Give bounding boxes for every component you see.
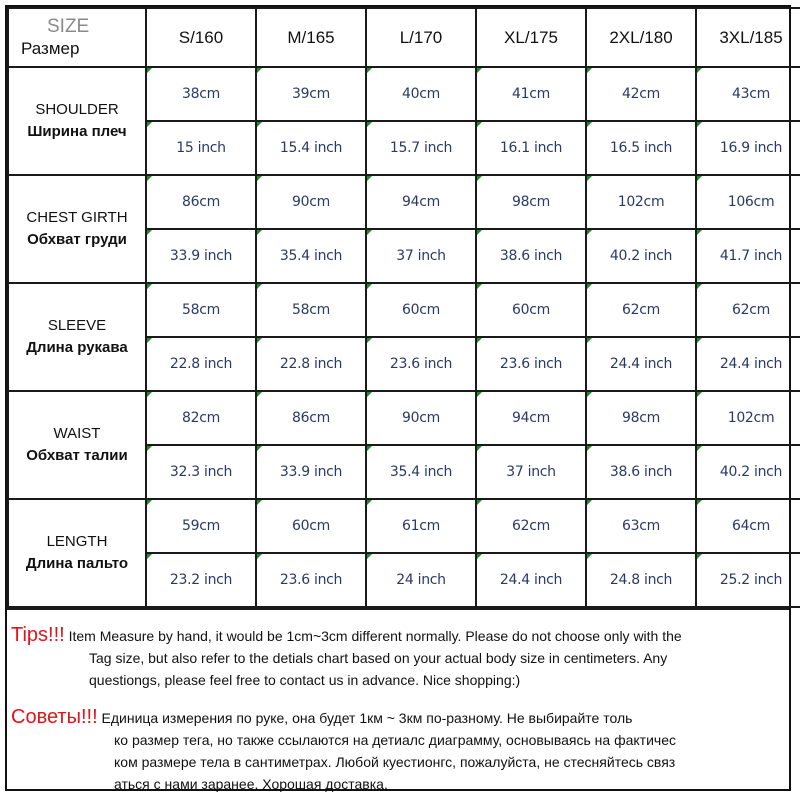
size-header-row (8, 8, 800, 67)
value-cell-inch: 16.5 inch (586, 121, 696, 175)
tips-en-line-1: Item Measure by hand, it would be 1cm~3cm different normally. Please do not choose only with the (68, 628, 682, 644)
value-cell-inch: 41.7 inch (696, 229, 800, 283)
value-cell-cm: 98cm (476, 175, 586, 229)
value-cell-inch: 15 inch (146, 121, 256, 175)
tips-english (11, 624, 785, 691)
value-cell-cm: 106cm (696, 175, 800, 229)
value-cell-cm: 102cm (696, 391, 800, 445)
tips-en-line-3: questiongs, please feel free to contact us in advance. Nice shopping:) (89, 672, 521, 688)
measure-name-en: SLEEVE (47, 317, 107, 334)
measure-name-en: WAIST (53, 425, 101, 442)
value-cell-inch: 40.2 inch (586, 229, 696, 283)
tips-ru-line-1: Единица измерения по руке, она будет 1км ~ 3км по-разному. Не выбирайте толь (101, 710, 633, 726)
tips-ru-line-2: ко размер тега, но также ссылаются на детиалс диаграмму, основываясь на фактичес (114, 732, 676, 748)
size-label-en: SIZE (47, 15, 90, 37)
value-cell-cm: 86cm (256, 391, 366, 445)
table-row (8, 67, 800, 121)
measure-name-ru: Обхват талии (26, 447, 128, 464)
value-cell-cm: 41cm (476, 67, 586, 121)
value-cell-inch: 24 inch (366, 553, 476, 607)
value-cell-cm: 86cm (146, 175, 256, 229)
measure-label-length (8, 499, 146, 607)
value-cell-inch: 35.4 inch (256, 229, 366, 283)
value-cell-cm: 98cm (586, 391, 696, 445)
value-cell-cm: 60cm (366, 283, 476, 337)
value-cell-inch: 25.2 inch (696, 553, 800, 607)
value-cell-cm: 90cm (366, 391, 476, 445)
value-cell-inch: 15.4 inch (256, 121, 366, 175)
value-cell-inch: 37 inch (366, 229, 476, 283)
value-cell-cm: 43cm (696, 67, 800, 121)
size-col-l: L/170 (366, 8, 476, 67)
measure-name-ru: Ширина плеч (27, 123, 127, 140)
value-cell-cm: 42cm (586, 67, 696, 121)
value-cell-cm: 64cm (696, 499, 800, 553)
value-cell-cm: 59cm (146, 499, 256, 553)
value-cell-inch: 23.6 inch (256, 553, 366, 607)
value-cell-inch: 32.3 inch (146, 445, 256, 499)
tips-ru-line-3: ком размере тела в сантиметрах. Любой куестионгс, пожалуйста, не стесняйтесь связ (114, 754, 676, 770)
table-row (8, 391, 800, 445)
measure-label-chest-girth (8, 175, 146, 283)
value-cell-inch: 40.2 inch (696, 445, 800, 499)
value-cell-inch: 33.9 inch (256, 445, 366, 499)
value-cell-cm: 61cm (366, 499, 476, 553)
size-chart-table (7, 7, 800, 608)
size-col-xl: XL/175 (476, 8, 586, 67)
value-cell-cm: 62cm (586, 283, 696, 337)
size-label-ru: Размер (21, 38, 80, 58)
measure-name-en: SHOULDER (35, 101, 119, 118)
value-cell-inch: 23.6 inch (366, 337, 476, 391)
measure-name-ru: Обхват груди (27, 231, 127, 248)
size-col-s: S/160 (146, 8, 256, 67)
table-row (8, 175, 800, 229)
measure-name-ru: Длина рукава (26, 339, 128, 356)
tips-lead-ru: Советы!!! (11, 706, 98, 728)
table-row (8, 499, 800, 553)
value-cell-cm: 58cm (146, 283, 256, 337)
value-cell-inch: 16.1 inch (476, 121, 586, 175)
value-cell-inch: 33.9 inch (146, 229, 256, 283)
value-cell-cm: 62cm (476, 499, 586, 553)
value-cell-inch: 22.8 inch (146, 337, 256, 391)
value-cell-inch: 22.8 inch (256, 337, 366, 391)
value-cell-inch: 37 inch (476, 445, 586, 499)
tips-lead-en: Tips!!! (11, 624, 65, 646)
measure-label-waist (8, 391, 146, 499)
value-cell-inch: 24.8 inch (586, 553, 696, 607)
tips-ru-line-4: аться с нами заранее. Хорошая доставка. (114, 776, 388, 792)
size-col-3xl: 3XL/185 (696, 8, 800, 67)
value-cell-cm: 82cm (146, 391, 256, 445)
value-cell-cm: 39cm (256, 67, 366, 121)
size-col-2xl: 2XL/180 (586, 8, 696, 67)
measure-name-en: CHEST GIRTH (26, 209, 128, 226)
value-cell-cm: 58cm (256, 283, 366, 337)
value-cell-inch: 23.6 inch (476, 337, 586, 391)
tips-en-line-2: Tag size, but also refer to the detials chart based on your actual body size in centimeters. Any (89, 650, 668, 666)
value-cell-cm: 38cm (146, 67, 256, 121)
tips-russian (11, 706, 785, 795)
value-cell-inch: 24.4 inch (476, 553, 586, 607)
measure-name-en: LENGTH (46, 533, 108, 550)
measure-name-ru: Длина пальто (25, 555, 129, 572)
value-cell-cm: 90cm (256, 175, 366, 229)
value-cell-cm: 94cm (366, 175, 476, 229)
size-header-cell (8, 8, 146, 67)
size-col-m: M/165 (256, 8, 366, 67)
value-cell-inch: 16.9 inch (696, 121, 800, 175)
value-cell-cm: 60cm (476, 283, 586, 337)
value-cell-inch: 35.4 inch (366, 445, 476, 499)
value-cell-cm: 40cm (366, 67, 476, 121)
value-cell-inch: 23.2 inch (146, 553, 256, 607)
tips-section (7, 608, 789, 791)
value-cell-cm: 62cm (696, 283, 800, 337)
value-cell-cm: 60cm (256, 499, 366, 553)
measure-label-shoulder (8, 67, 146, 175)
measure-label-sleeve (8, 283, 146, 391)
value-cell-inch: 15.7 inch (366, 121, 476, 175)
table-row (8, 283, 800, 337)
value-cell-inch: 38.6 inch (586, 445, 696, 499)
value-cell-inch: 38.6 inch (476, 229, 586, 283)
value-cell-inch: 24.4 inch (696, 337, 800, 391)
value-cell-cm: 102cm (586, 175, 696, 229)
value-cell-cm: 94cm (476, 391, 586, 445)
value-cell-inch: 24.4 inch (586, 337, 696, 391)
size-chart-frame (5, 5, 791, 791)
value-cell-cm: 63cm (586, 499, 696, 553)
